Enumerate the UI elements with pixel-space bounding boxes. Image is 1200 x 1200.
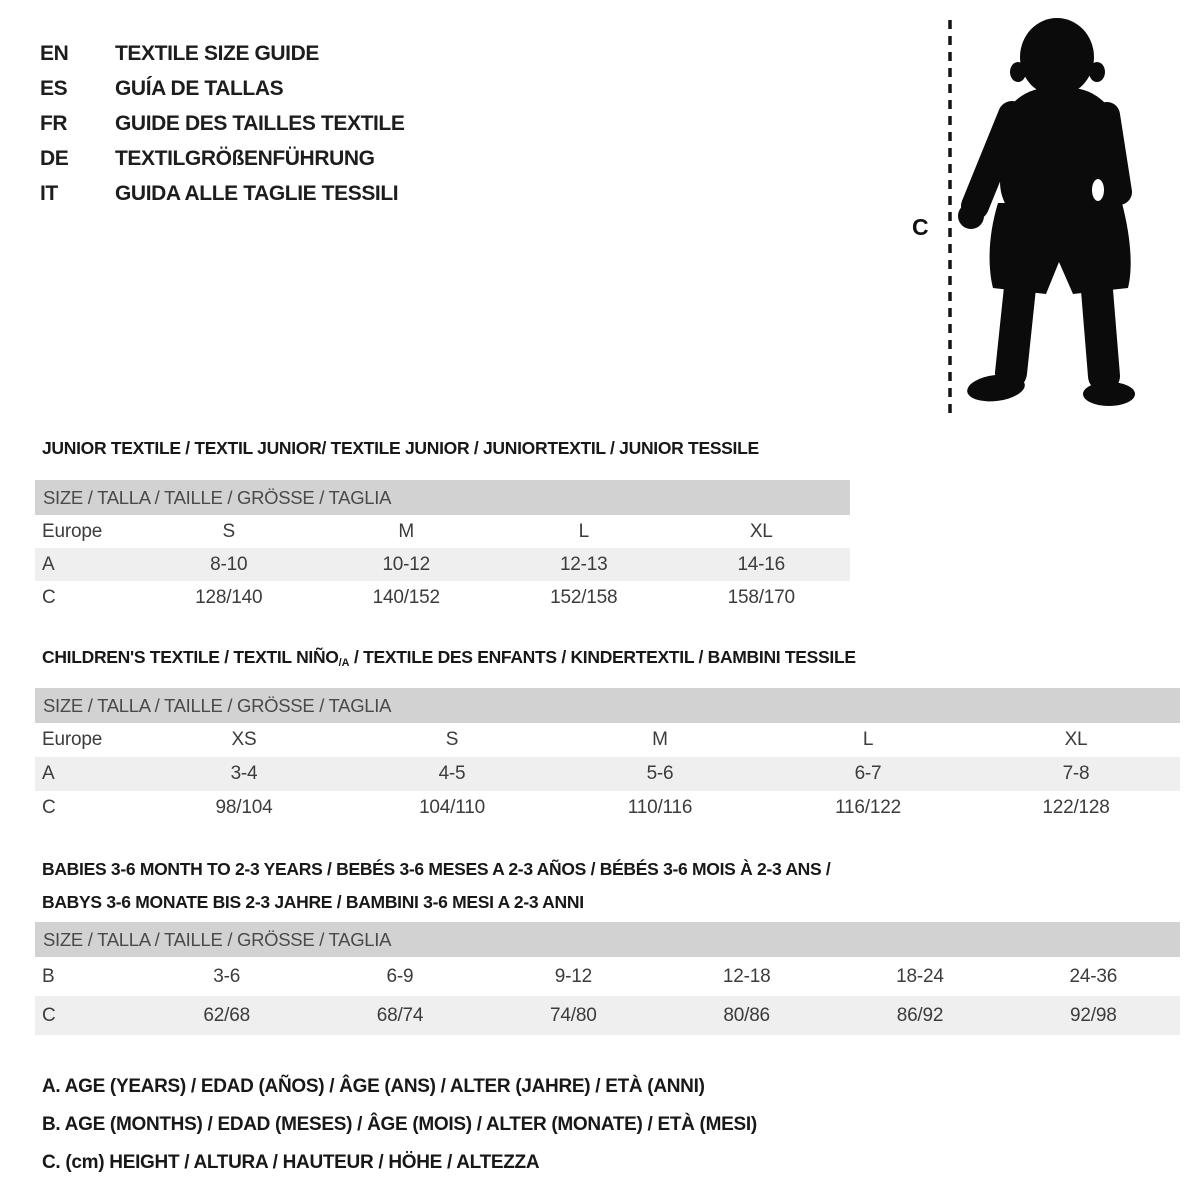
lang-row-en bbox=[40, 36, 404, 71]
junior-textile-table bbox=[35, 515, 850, 614]
lang-code: IT bbox=[40, 181, 58, 205]
lang-code: FR bbox=[40, 111, 68, 135]
size-header-bar: SIZE / TALLA / TAILLE / GRÖSSE / TAGLIA bbox=[35, 480, 850, 515]
table-row bbox=[35, 581, 850, 614]
size-cell: 86/92 bbox=[896, 1005, 944, 1026]
hand-gap bbox=[1092, 179, 1104, 201]
size-cell: 92/98 bbox=[1070, 1005, 1117, 1026]
size-cell: 3-6 bbox=[213, 966, 241, 987]
table-row bbox=[35, 723, 1180, 757]
table-row bbox=[35, 996, 1180, 1035]
row-label: Europe bbox=[42, 729, 103, 750]
size-cell: XL bbox=[1064, 729, 1088, 750]
size-cell: 68/74 bbox=[376, 1005, 424, 1026]
row-label: A bbox=[42, 554, 55, 575]
lang-title: GUÍA DE TALLAS bbox=[115, 76, 284, 100]
lang-code: ES bbox=[40, 76, 68, 100]
size-cell: 3-4 bbox=[230, 763, 258, 784]
junior-textile-section bbox=[35, 432, 850, 622]
table-row bbox=[35, 791, 1180, 825]
size-cell: 116/122 bbox=[835, 797, 901, 818]
measurement-legend bbox=[42, 1068, 757, 1182]
junior-textile-title bbox=[42, 432, 759, 465]
table-title-line: CHILDREN'S TEXTILE / TEXTIL $NIÑO_{/A}$ / TEXTILE DES ENFANTS / KINDERTEXTIL / BAMBINI TESSILE bbox=[42, 647, 856, 670]
lang-code: EN bbox=[40, 41, 69, 65]
row-label: B bbox=[42, 966, 55, 987]
lang-row-es bbox=[40, 71, 404, 106]
size-cell: 128/140 bbox=[195, 587, 263, 608]
table-title-line: BABIES 3-6 MONTH TO 2-3 YEARS / BEBÉS 3-6 MESES A 2-3 AÑOS / BÉBÉS 3-6 MOIS À 2-3 ANS / bbox=[42, 859, 831, 879]
legend-line-c: C. (cm) HEIGHT / ALTURA / HAUTEUR / HÖHE / ALTEZZA bbox=[42, 1152, 540, 1173]
childrens-textile-section bbox=[35, 641, 1180, 831]
size-cell: XS bbox=[231, 729, 257, 750]
size-cell: 62/68 bbox=[203, 1005, 250, 1026]
size-cell: 104/110 bbox=[419, 797, 485, 818]
baby-silhouette bbox=[900, 10, 1150, 430]
childrens-textile-table bbox=[35, 723, 1180, 825]
table-title-line: JUNIOR TEXTILE / TEXTIL JUNIOR/ TEXTILE JUNIOR / JUNIORTEXTIL / JUNIOR TESSILE bbox=[42, 438, 759, 458]
row-label: C bbox=[42, 797, 56, 818]
size-cell: 6-7 bbox=[854, 763, 882, 784]
size-cell: 12-13 bbox=[559, 554, 608, 575]
silhouette-shapes bbox=[958, 18, 1135, 406]
height-measure-label: C bbox=[912, 214, 929, 240]
lang-title: TEXTILE SIZE GUIDE bbox=[115, 41, 319, 65]
lang-title: TEXTILGRÖßENFÜHRUNG bbox=[115, 146, 375, 170]
size-cell: 8-10 bbox=[210, 554, 248, 575]
legend-line-a: A. AGE (YEARS) / EDAD (AÑOS) / ÂGE (ANS) / ALTER (JAHRE) / ETÀ (ANNI) bbox=[42, 1076, 705, 1097]
size-cell: 98/104 bbox=[215, 797, 273, 818]
lang-title: GUIDA ALLE TAGLIE TESSILI bbox=[115, 181, 399, 205]
size-cell: 24-36 bbox=[1069, 966, 1118, 987]
lang-row-it bbox=[40, 176, 404, 211]
size-cell: M bbox=[398, 521, 415, 542]
size-cell: 6-9 bbox=[386, 966, 414, 987]
lang-row-de bbox=[40, 141, 404, 176]
row-label: A bbox=[42, 763, 55, 784]
row-label: C bbox=[42, 1005, 56, 1026]
size-cell: XL bbox=[749, 521, 773, 542]
babies-textile-section bbox=[35, 853, 1180, 1043]
babies-textile-title bbox=[42, 853, 831, 919]
size-cell: 9-12 bbox=[554, 966, 592, 987]
size-cell: 10-12 bbox=[382, 554, 431, 575]
row-label: Europe bbox=[42, 521, 103, 542]
size-cell: L bbox=[862, 729, 874, 750]
row-label: C bbox=[42, 587, 56, 608]
legend-line-b: B. AGE (MONTHS) / EDAD (MESES) / ÂGE (MOIS) / ALTER (MONATE) / ETÀ (MESI) bbox=[42, 1114, 757, 1135]
size-cell: 12-18 bbox=[722, 966, 771, 987]
language-title-block bbox=[40, 36, 404, 211]
size-cell: M bbox=[652, 729, 668, 750]
size-header-bar: SIZE / TALLA / TAILLE / GRÖSSE / TAGLIA bbox=[35, 922, 1180, 957]
size-cell: L bbox=[578, 521, 589, 542]
babies-textile-table bbox=[35, 957, 1180, 1035]
size-cell: 158/170 bbox=[727, 587, 795, 608]
size-cell: 80/86 bbox=[723, 1005, 770, 1026]
size-cell: 18-24 bbox=[896, 966, 944, 987]
size-cell: 4-5 bbox=[438, 763, 466, 784]
table-row bbox=[35, 957, 1180, 996]
table-row bbox=[35, 515, 850, 548]
size-cell: 122/128 bbox=[1042, 797, 1110, 818]
table-row bbox=[35, 757, 1180, 791]
size-cell: 152/158 bbox=[550, 587, 618, 608]
size-cell: 74/80 bbox=[550, 1005, 597, 1026]
title-subscript: /A bbox=[338, 657, 350, 670]
table-title-line: BABYS 3-6 MONATE BIS 2-3 JAHRE / BAMBINI 3-6 MESI A 2-3 ANNI bbox=[42, 892, 584, 912]
size-cell: 14-16 bbox=[737, 554, 786, 575]
size-header-bar: SIZE / TALLA / TAILLE / GRÖSSE / TAGLIA bbox=[35, 688, 1180, 723]
size-cell: S bbox=[222, 521, 235, 542]
size-cell: 7-8 bbox=[1062, 763, 1090, 784]
table-row bbox=[35, 548, 850, 581]
size-cell: 140/152 bbox=[372, 587, 440, 608]
size-cell: 110/116 bbox=[627, 797, 693, 818]
lang-title: GUIDE DES TAILLES TEXTILE bbox=[115, 111, 405, 135]
childrens-textile-title bbox=[42, 641, 856, 674]
lang-code: DE bbox=[40, 146, 69, 170]
size-cell: 5-6 bbox=[646, 763, 674, 784]
size-cell: S bbox=[445, 729, 459, 750]
lang-row-fr bbox=[40, 106, 404, 141]
